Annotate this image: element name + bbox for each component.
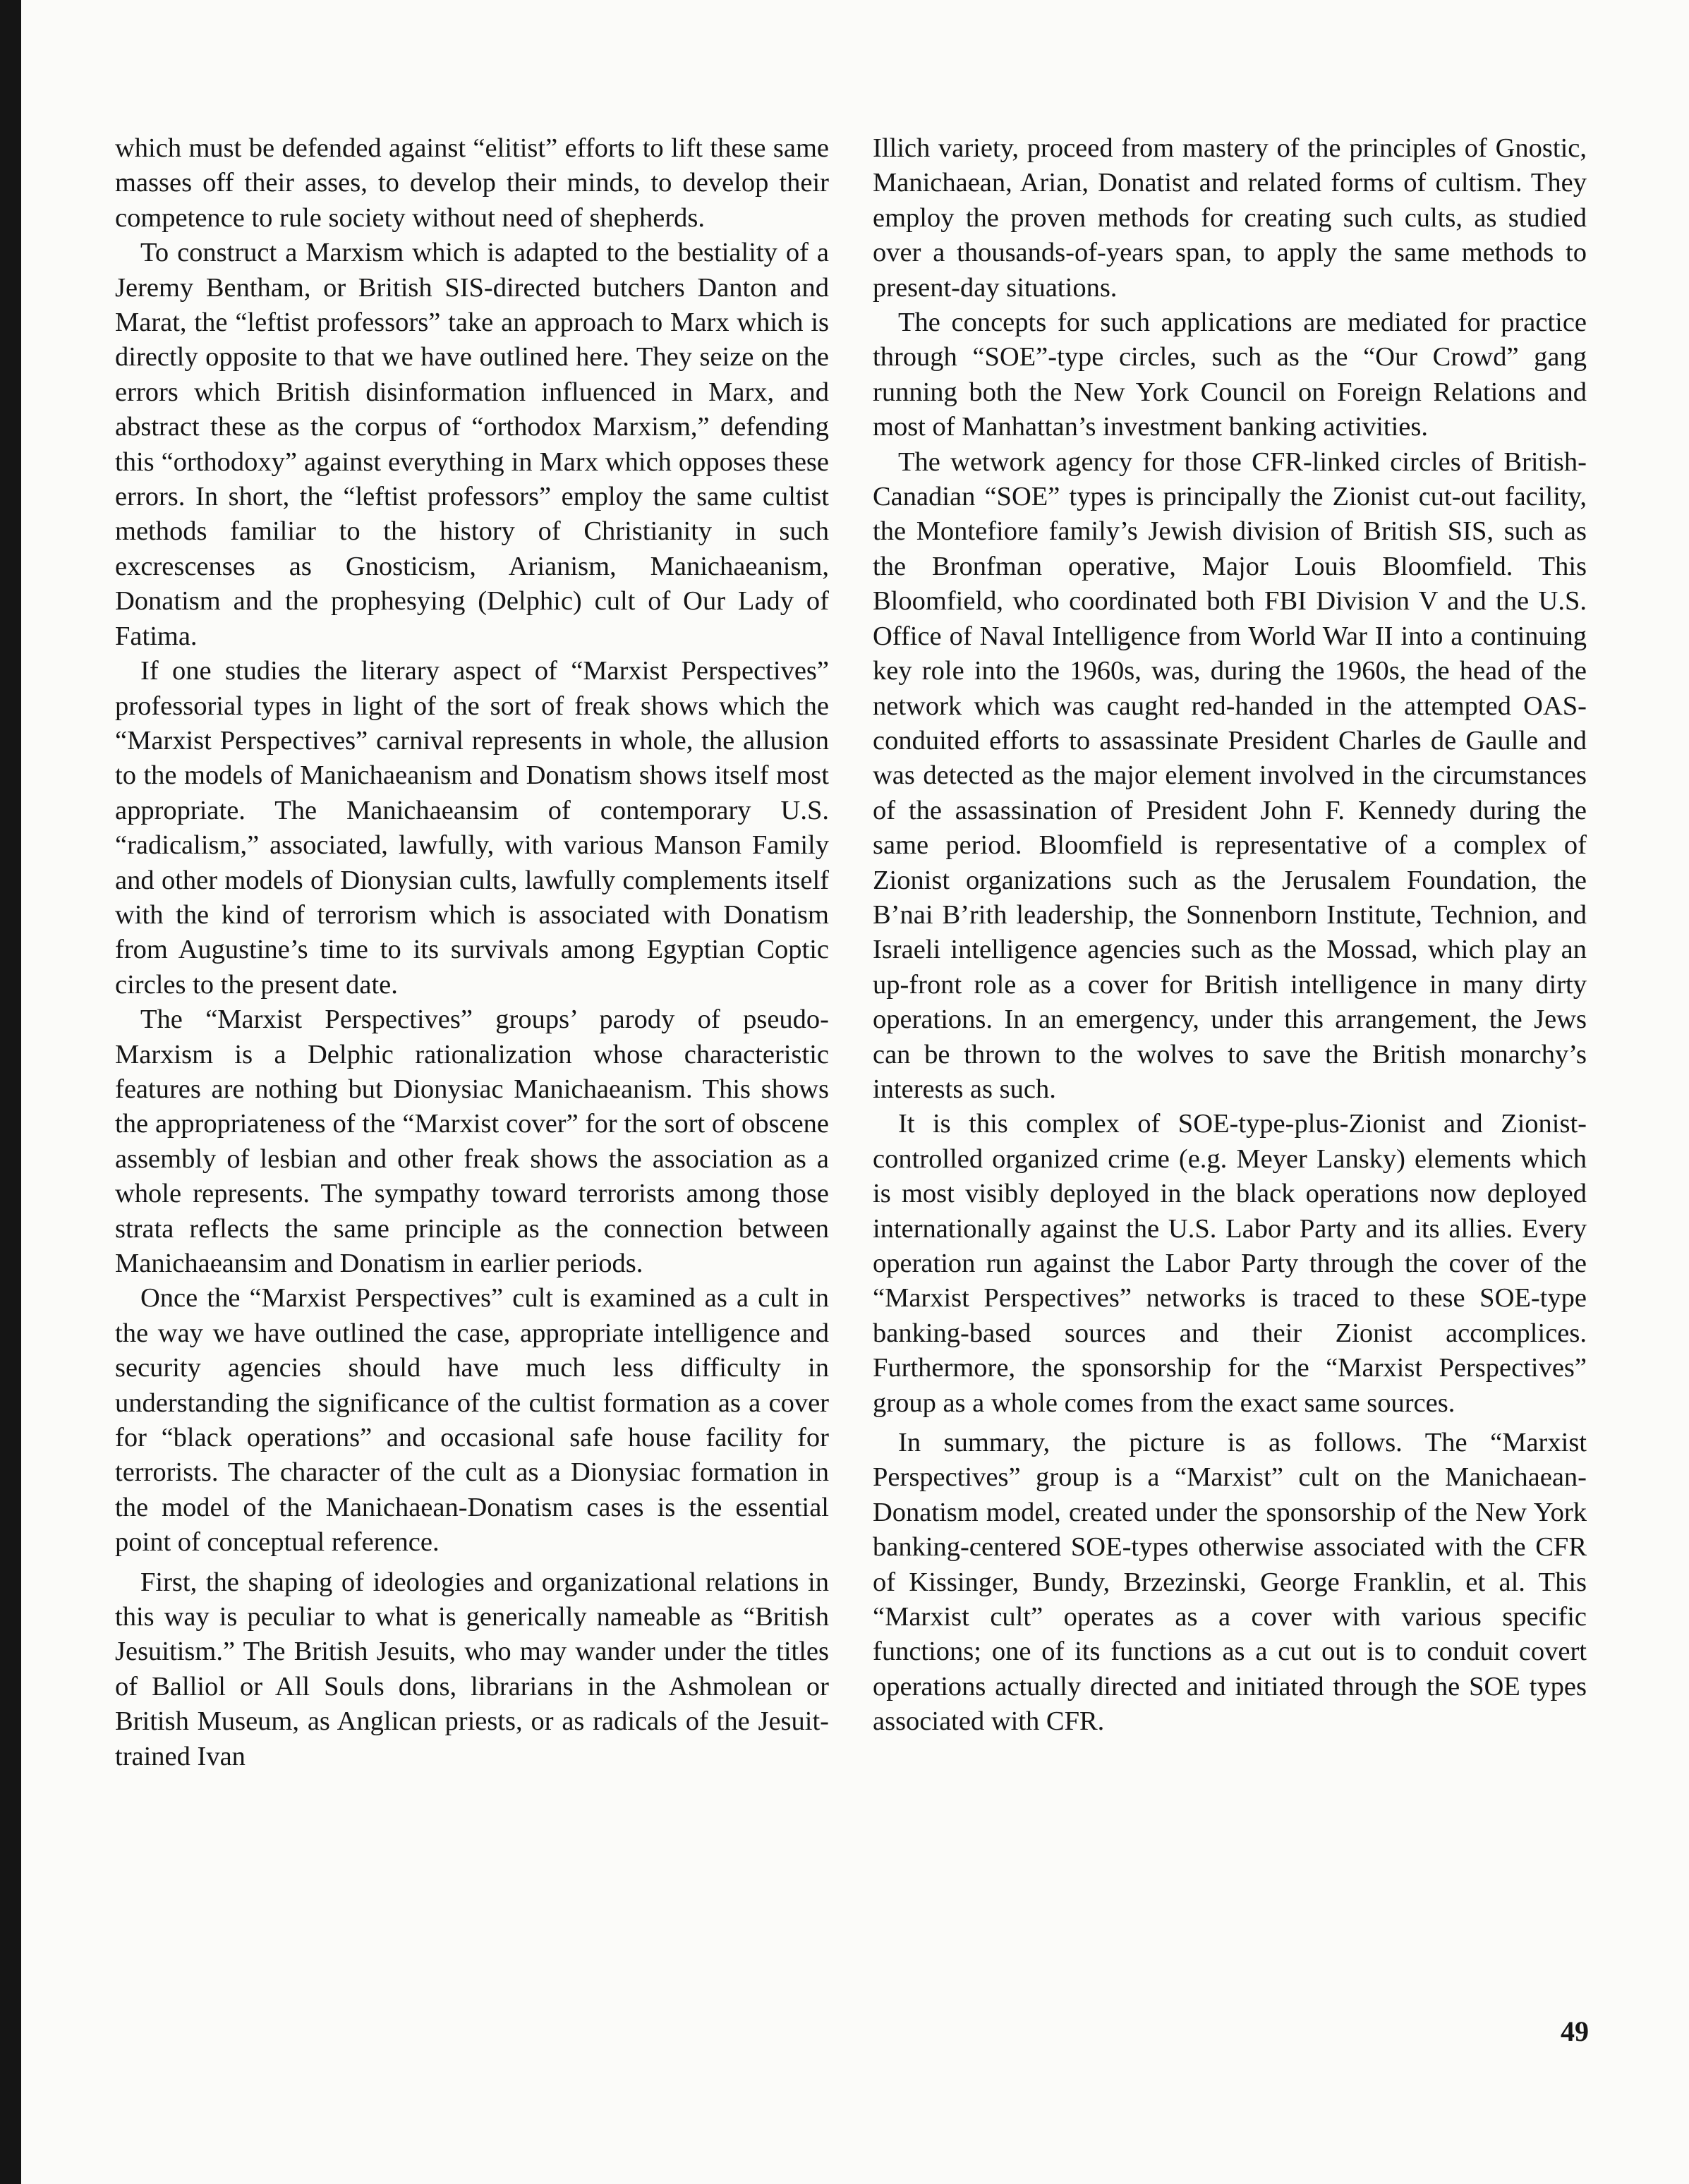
paragraph: The concepts for such applications are mediated for practice through “SOE”-type circles, such as the “Our Crowd” gang running both the New York Council on Foreign Relations and most of Manhattan’s investment banking activities. (873, 308, 1587, 442)
paragraph: If one studies the literary aspect of “Marxist Perspectives” professorial types in light of the sort of freak shows which the “Marxist Perspectives” carnival represents in whole, the allusion to the models of Manichaeanism and Donatism shows itself most appropriate. The Manichaeansim of contemporary U.S. “radicalism,” associated, lawfully, with various Manson Family and other models of Dionysian cults, lawfully complements itself with the kind of terrorism which is associated with Donatism from Augustine’s time to its survivals among Egyptian Coptic circles to the present date. (115, 656, 829, 1000)
paragraph: The “Marxist Perspectives” groups’ parody of pseudo-Marxism is a Delphic rationalization whose characteristic features are nothing but Dionysiac Manichaeanism. This shows the appropriateness of the “Marxist cover” for the sort of obscene assembly of lesbian and other freak shows the association as a whole represents. The sympathy toward terrorists among those strata reflects the same principle as the connection between Manichaeansim and Donatism in earlier periods. (115, 1005, 829, 1278)
paragraph: Once the “Marxist Perspectives” cult is examined as a cult in the way we have outlined the case, appropriate intelligence and security agencies should have much less difficulty in understanding the significance of the cultist formation as a cover for “black operations” and occasional safe house facility for terrorists. The character of the cult as a Dionysiac formation in the model of the Manichaean-Donatism cases is the essential point of conceptual reference. (115, 1283, 829, 1558)
paragraph: It is this complex of SOE-type-plus-Zionist and Zionist-controlled organized crime (e.g. Meyer Lansky) elements which is most visibly deployed in the black operations now deployed internationally against the U.S. Labor Party and its allies. Every operation run against the Labor Party through the cover of the “Marxist Perspectives” networks is traced to these SOE-type banking-based sources and their Zionist accomplices. Furthermore, the sponsorship for the “Marxist Perspectives” group as a whole comes from the exact same sources. (873, 1109, 1587, 1418)
paragraph: In summary, the picture is as follows. The “Marxist Perspectives” group is a “Marxist” cult on the Manichaean-Donatism model, created under the sponsorship of the New York banking-centered SOE-types otherwise associated with the CFR of Kissinger, Bundy, Brzezinski, George Franklin, et al. This “Marxist cult” operates as a cover with various specific functions; one of its functions as a cut out is to conduit covert operations actually directed and initiated through the SOE types associated with CFR. (873, 1428, 1587, 1737)
right-column (873, 131, 1587, 1740)
paragraph: The wetwork agency for those CFR-linked circles of British-Canadian “SOE” types is principally the Zionist cut-out facility, the Montefiore family’s Jewish division of British SIS, such as the Bronfman operative, Major Louis Bloomfield. This Bloomfield, who coordinated both FBI Division V and the U.S. Office of Naval Intelligence from World War II into a continuing key role into the 1960s, was, during the 1960s, the head of the network which was caught red-handed in the attempted OAS-conduited efforts to assassinate President Charles de Gaulle and was detected as the major element involved in the circumstances of the assassination of President John F. Kennedy during the same period. Bloomfield is representative of a complex of Zionist organizations such as the Jerusalem Foundation, the B’nai B’rith leadership, the Sonnenborn Institute, Technion, and Israeli intelligence agencies such as the Mossad, which play an up-front role as a cover for British intelligence in many dirty operations. In an emergency, under this arrangement, the Jews can be thrown to the wolves to save the British monarchy’s interests as such. (873, 447, 1587, 1104)
paragraph: which must be defended against “elitist” efforts to lift these same masses off their asses, to develop their minds, to develop their competence to rule society without need of shepherds. (115, 133, 829, 233)
binding-edge (0, 0, 21, 2184)
page-number: 49 (1561, 2015, 1589, 2047)
paragraph: To construct a Marxism which is adapted to the bestiality of a Jeremy Bentham, or British SIS-directed butchers Danton and Marat, the “leftist professors” take an approach to Marx which is directly opposite to that we have outlined here. They seize on the errors which British disinformation influenced in Marx, and abstract these as the corpus of “orthodox Marxism,” defending this “orthodoxy” against everything in Marx which opposes these errors. In short, the “leftist professors” employ the same cultist methods familiar to the history of Christianity in such excrescenses as Gnosticism, Arianism, Manichaeanism, Donatism and the prophesying (Delphic) cult of Our Lady of Fatima. (115, 238, 829, 651)
paragraph: First, the shaping of ideologies and organizational relations in this way is peculiar to what is generically nameable as “British Jesuitism.” The British Jesuits, who may wander under the titles of Balliol or All Souls dons, librarians in the Ashmolean or British Museum, as Anglican priests, or as radicals of the Jesuit-trained Ivan (115, 1567, 829, 1771)
left-column (115, 131, 829, 1774)
paragraph: Illich variety, proceed from mastery of the principles of Gnostic, Manichaean, Arian, Donatist and related forms of cultism. They employ the proven methods for creating such cults, as studied over a thousands-of-years span, to apply the same methods to present-day situations. (873, 133, 1587, 303)
